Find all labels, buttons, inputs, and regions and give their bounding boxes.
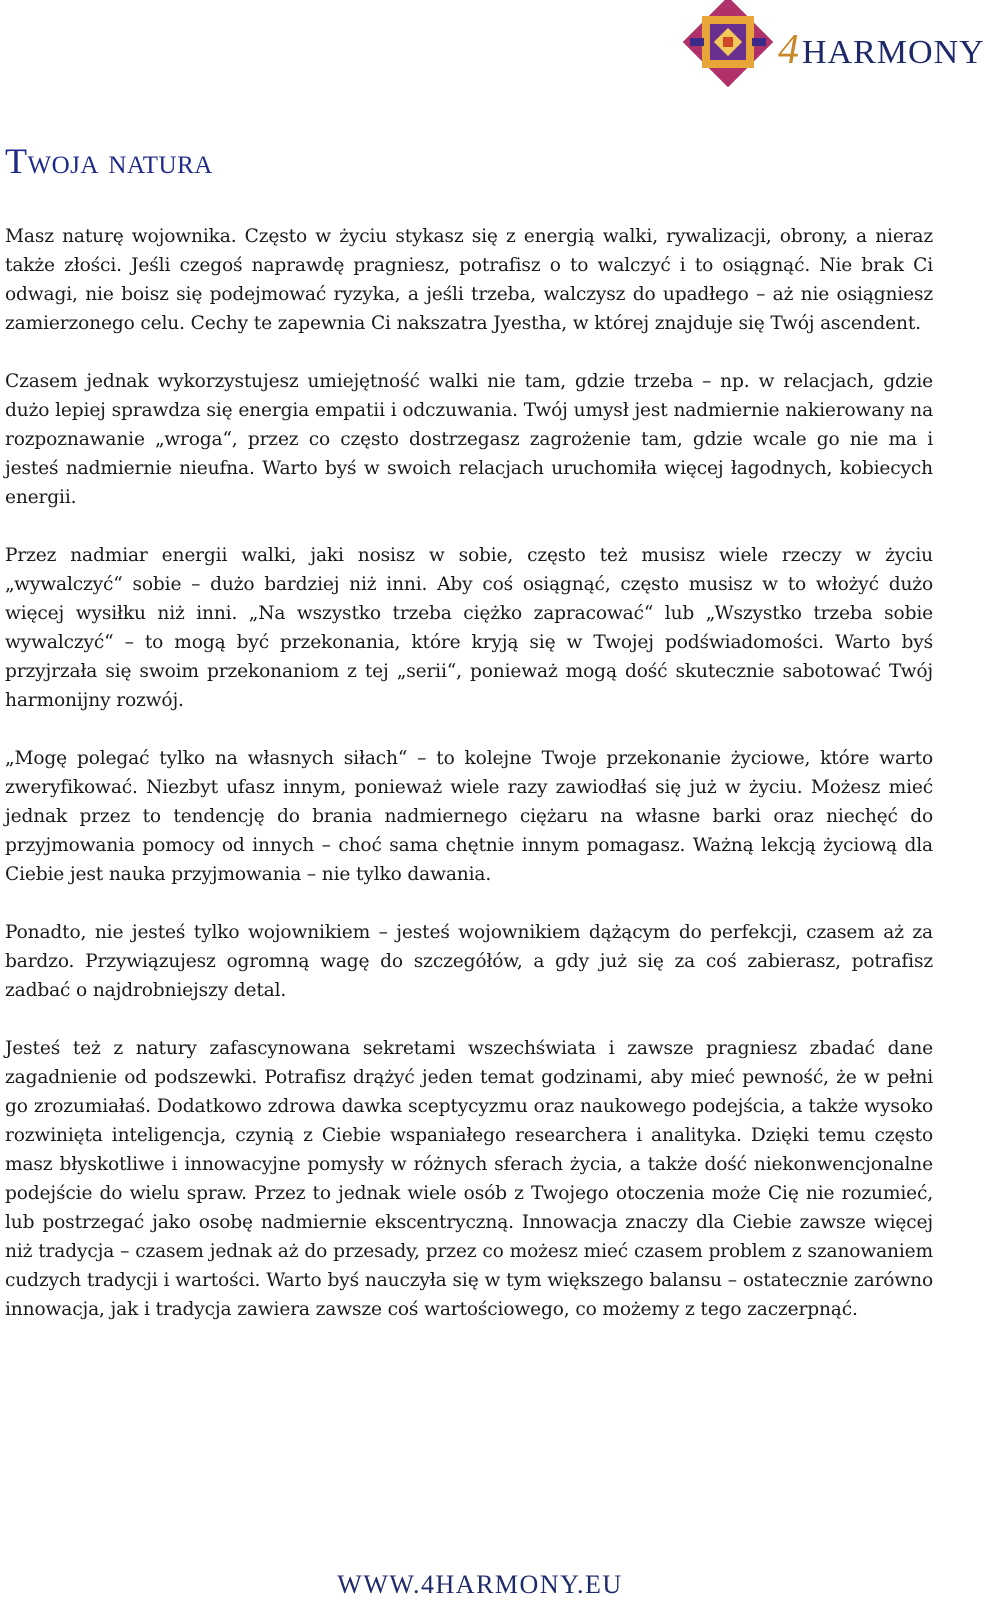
paragraph: Ponadto, nie jesteś tylko wojownikiem – jesteś wojownikiem dążącym do perfekcji, czasem aż za bardzo. Przywiązujesz ogromną wagę do szczegółów, a gdy już się za coś zabierasz, potrafisz zadbać o najdrobniejszy detal.: [5, 922, 933, 1001]
paragraph: Czasem jednak wykorzystujesz umiejętność walki nie tam, gdzie trzeba – np. w relacjach, gdzie dużo lepiej sprawdza się energia empatii i odczuwania. Twój umysł jest nadmiernie nakierowany na rozpoznawanie „wroga“, przez co często dostrzegasz zagrożenie tam, gdzie wcale go nie ma i jesteś nadmiernie nieufna. Warto byś w swoich relacjach uruchomiła więcej łagodnych, kobiecych energii.: [5, 371, 933, 508]
footer-url: WWW.4HARMONY.EU: [337, 1570, 623, 1599]
mandala-icon: [680, 0, 775, 88]
paragraph: Masz naturę wojownika. Często w życiu stykasz się z energią walki, rywalizacji, obrony, a nieraz także złości. Jeśli czegoś naprawdę pragniesz, potrafisz o to walczyć i to osiągnąć. Nie brak Ci odwagi, nie boisz się podejmować ryzyka, a jeśli trzeba, walczysz do upadłego – aż nie osiągniesz zamierzonego celu. Cechy te zapewnia Ci nakszatra Jyestha, w której znajduje się Twój ascendent.: [5, 226, 933, 334]
paragraph: Jesteś też z natury zafascynowana sekretami wszechświata i zawsze pragniesz zbadać dane zagadnienie od podszewki. Potrafisz drążyć jeden temat godzinami, aby mieć pewność, że w pełni go zrozumiałaś. Dodatkowo zdrowa dawka sceptycyzmu oraz naukowego podejścia, a także wysoko rozwinięta inteligencja, czynią z Ciebie wspaniałego researchera i analityka. Dzięki temu często masz błyskotliwe i innowacyjne pomysły w różnych sferach życia, a także dość niekonwencjonalne podejście do wielu spraw. Przez to jednak wiele osób z Twojego otoczenia może Cię nie rozumieć, lub postrzegać jako osobę nadmiernie ekscentryczną. Innowacja znaczy dla Ciebie zawsze więcej niż tradycja – czasem jednak aż do przesady, przez co możesz mieć czasem problem z szanowaniem cudzych tradycji i wartości. Warto byś nauczyła się w tym większego balansu – ostatecznie zarówno innowacja, jak i tradycja zawiera zawsze coś wartościowego, co możemy z tego zaczerpnąć.: [5, 1038, 933, 1320]
paragraph: Przez nadmiar energii walki, jaki nosisz w sobie, często też musisz wiele rzeczy w życiu „wywalczyć“ sobie – dużo bardziej niż inni. Aby coś osiągnąć, często musisz w to włożyć dużo więcej wysiłku niż inni. „Na wszystko trzeba ciężko zapracować“ lub „Wszystko trzeba sobie wywalczyć“ – to mogą być przekonania, które kryją się w Twojej podświadomości. Warto byś przyjrzała się swoim przekonaniom z tej „serii“, ponieważ mogą dość skutecznie sabotować Twój harmonijny rozwój.: [5, 545, 933, 711]
logo-four: 4: [778, 27, 800, 73]
logo-text: [778, 26, 985, 74]
paragraph: „Mogę polegać tylko na własnych siłach“ – to kolejne Twoje przekonanie życiowe, które warto zweryfikować. Niezbyt ufasz innym, ponieważ wiele razy zawiodłaś się już w życiu. Możesz mieć jednak przez to tendencję do brania nadmiernego ciężaru na własne barki oraz niechęć do przyjmowania pomocy od innych – choć sama chętnie innym pomagasz. Ważną lekcją życiową dla Ciebie jest nauka przyjmowania – nie tylko dawania.: [5, 748, 933, 885]
logo-name: HARMONY: [802, 34, 985, 71]
page-title: Twoja natura: [5, 141, 213, 181]
brand-logo: [680, 0, 985, 90]
body-text: [5, 222, 933, 1353]
